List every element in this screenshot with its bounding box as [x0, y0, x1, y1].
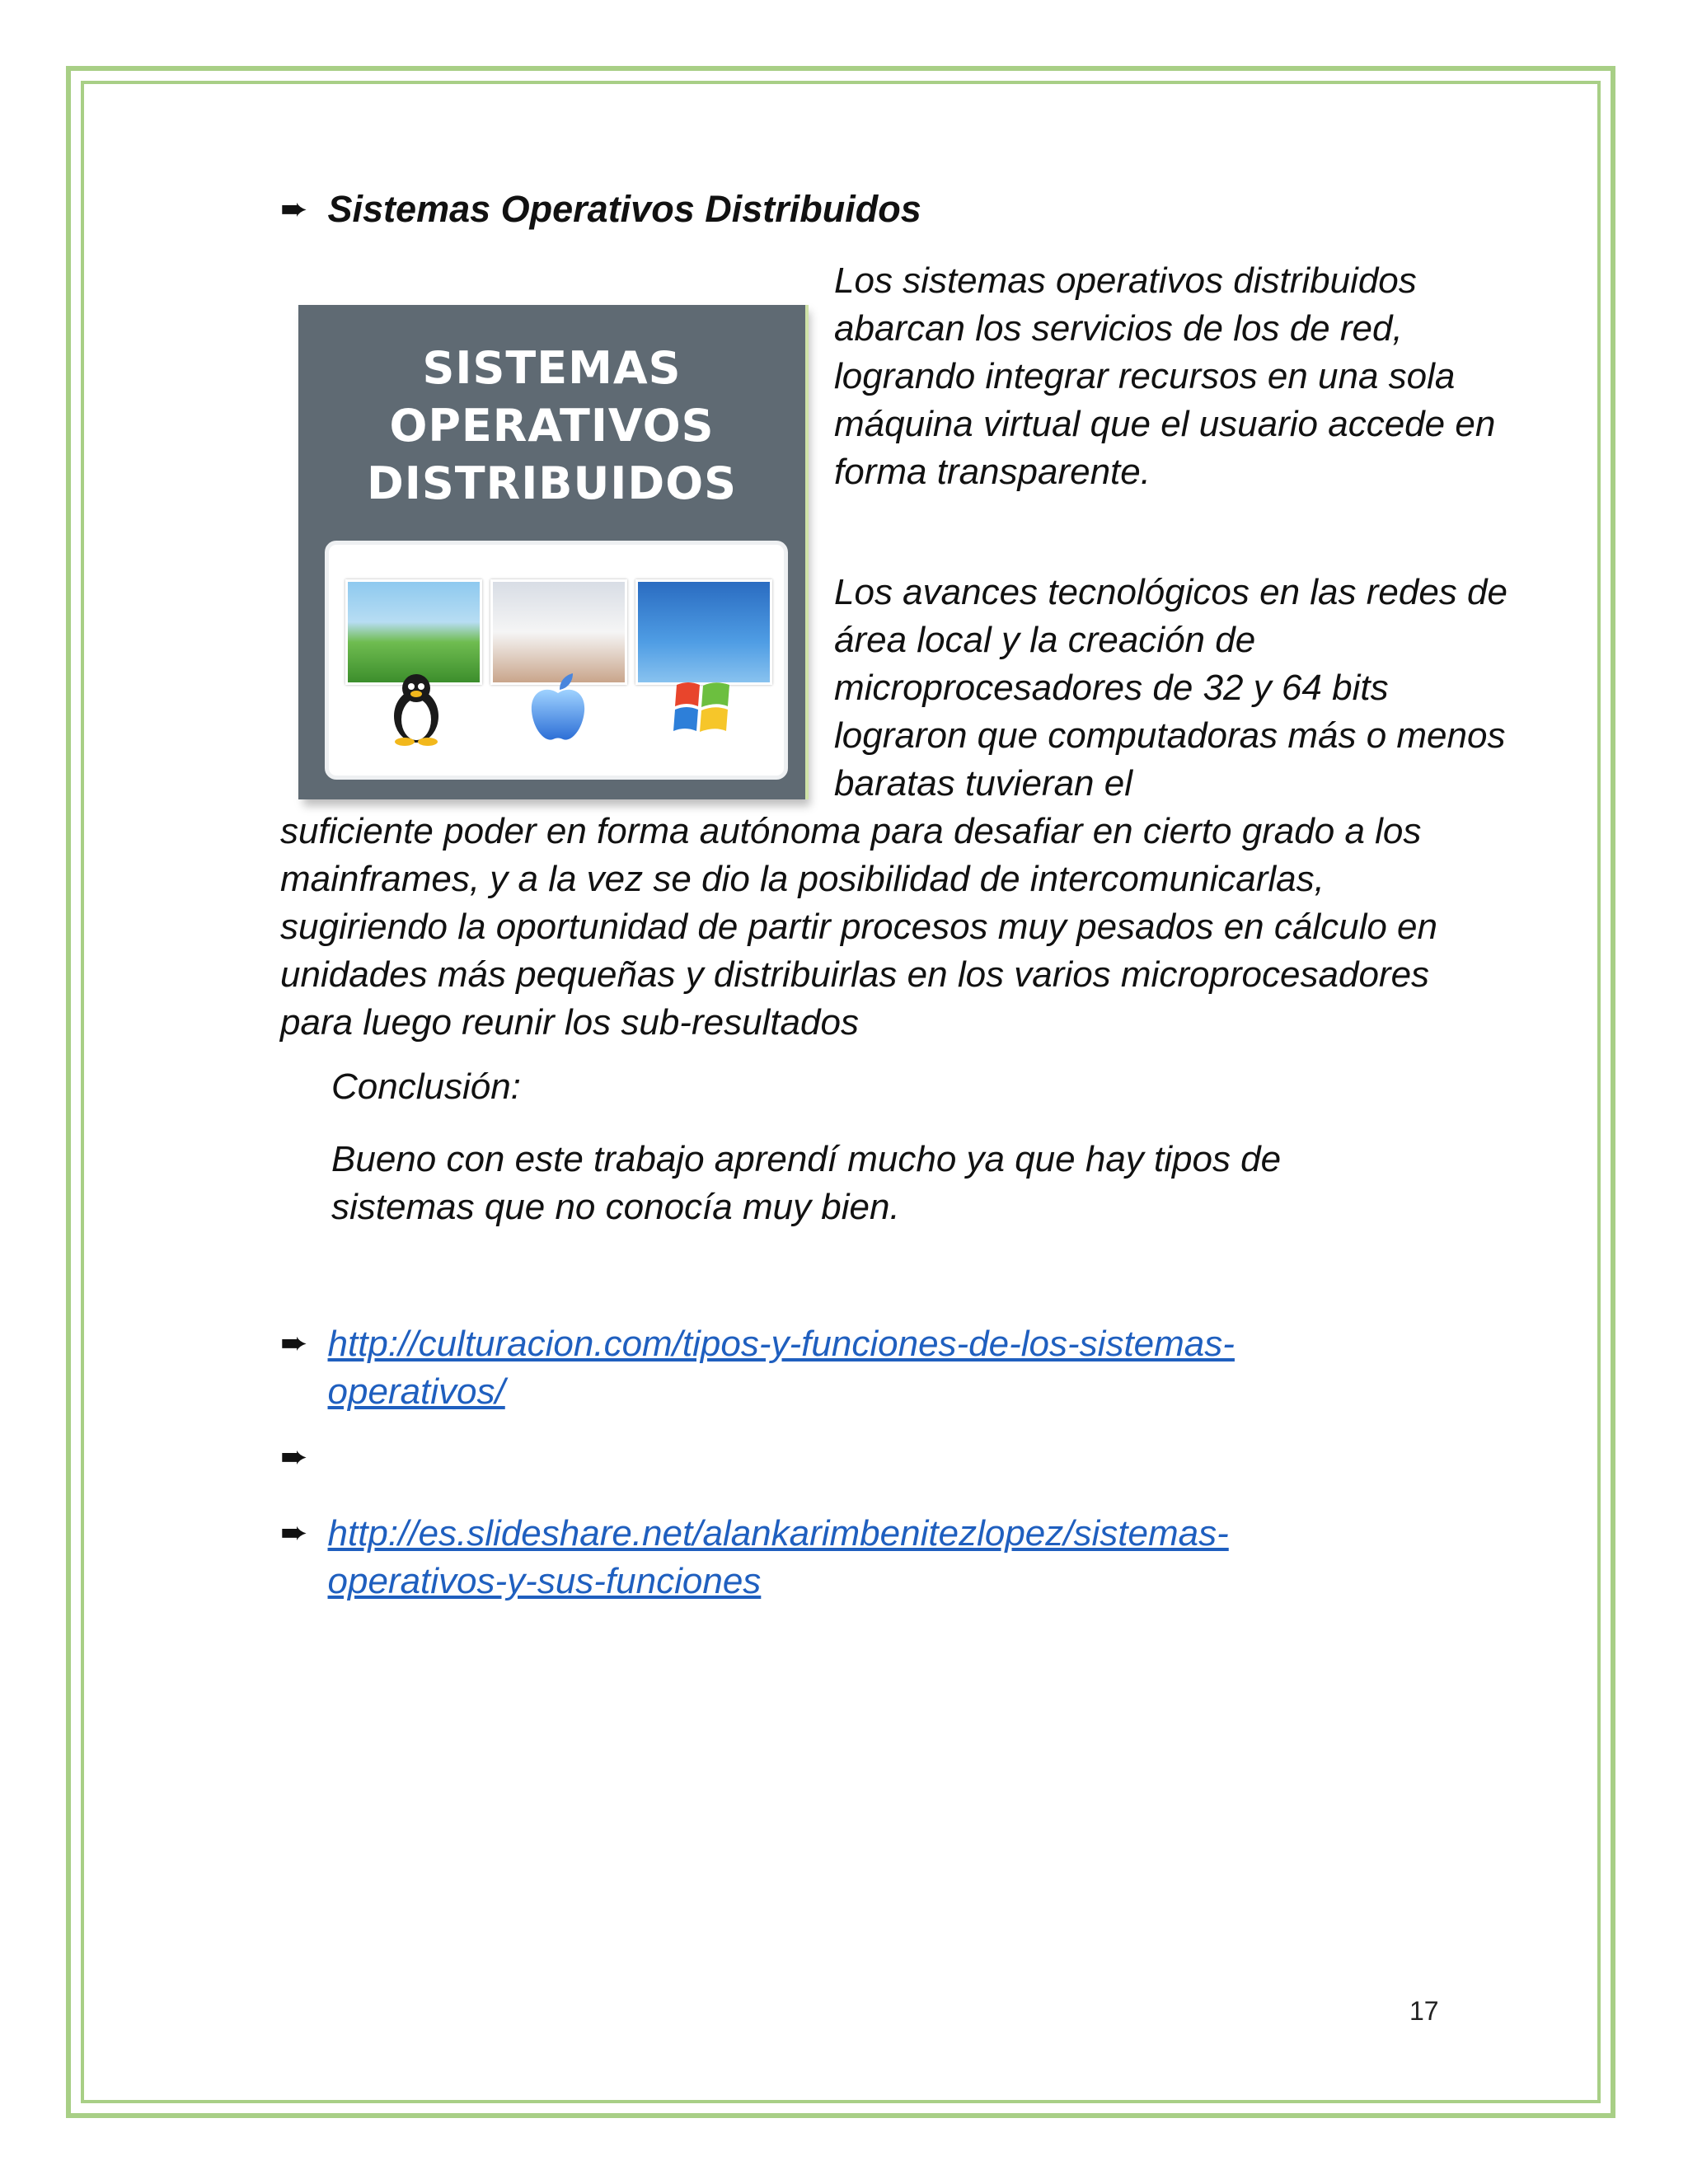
- tux-penguin-icon: [383, 668, 449, 747]
- arrow-bullet-icon: ➨: [280, 1324, 308, 1362]
- arrow-bullet-icon: ➨: [280, 1514, 308, 1552]
- reference-link[interactable]: http://culturacion.com/tipos-y-funciones-de-los-sistemas-operativos/: [327, 1324, 1235, 1412]
- page-number: 17: [1409, 1996, 1439, 2026]
- body-paragraph-part-2: suficiente poder en forma autónoma para desafiar en cierto grado a los mainframes, y a la vez se dio la posibilidad de intercomunicarlas, sugiriendo la oportunidad de partir procesos muy pesados en cálculo en unidades más pequeñas y distribuirlas en los varios microprocesadores para luego reunir los sub-resultados: [280, 811, 1437, 1043]
- os-screenshots-panel: [325, 541, 788, 780]
- arrow-bullet-icon: ➨: [280, 190, 308, 228]
- conclusion-text: Bueno con este trabajo aprendí mucho ya que hay tipos de sistemas que no conocía muy bien.: [331, 1139, 1282, 1227]
- image-title: [298, 340, 805, 513]
- arrow-bullet-icon: ➨: [280, 1438, 308, 1476]
- intro-paragraph: Los sistemas operativos distribuidos abarcan los servicios de los de red, logrando integrar recursos en una sola máquina virtual que el usuario accede en forma transparente.: [834, 260, 1496, 492]
- reference-link[interactable]: http://es.slideshare.net/alankarimbenitezlopez/sistemas-operativos-y-sus-funciones: [327, 1513, 1229, 1601]
- reference-item: [280, 1510, 1350, 1605]
- apple-logo-icon: [525, 668, 591, 747]
- windows-logo-icon: [670, 668, 736, 747]
- reference-item: [280, 1320, 1350, 1416]
- section-heading-row: [280, 188, 921, 231]
- distributed-os-image: [298, 305, 805, 799]
- image-edge-line: [805, 305, 809, 799]
- body-paragraph-part-1: Los avances tecnológicos en las redes de área local y la creación de microprocesadores de 32 y 64 bits lograron que computadoras más o menos baratas tuvieran el: [834, 572, 1507, 804]
- image-title-line: DISTRIBUIDOS: [366, 457, 738, 509]
- section-heading: Sistemas Operativos Distribuidos: [327, 188, 921, 230]
- image-title-line: SISTEMAS: [422, 342, 682, 394]
- conclusion-label: Conclusión:: [331, 1066, 521, 1107]
- reference-item-empty: [280, 1434, 1350, 1474]
- image-title-line: OPERATIVOS: [389, 400, 715, 452]
